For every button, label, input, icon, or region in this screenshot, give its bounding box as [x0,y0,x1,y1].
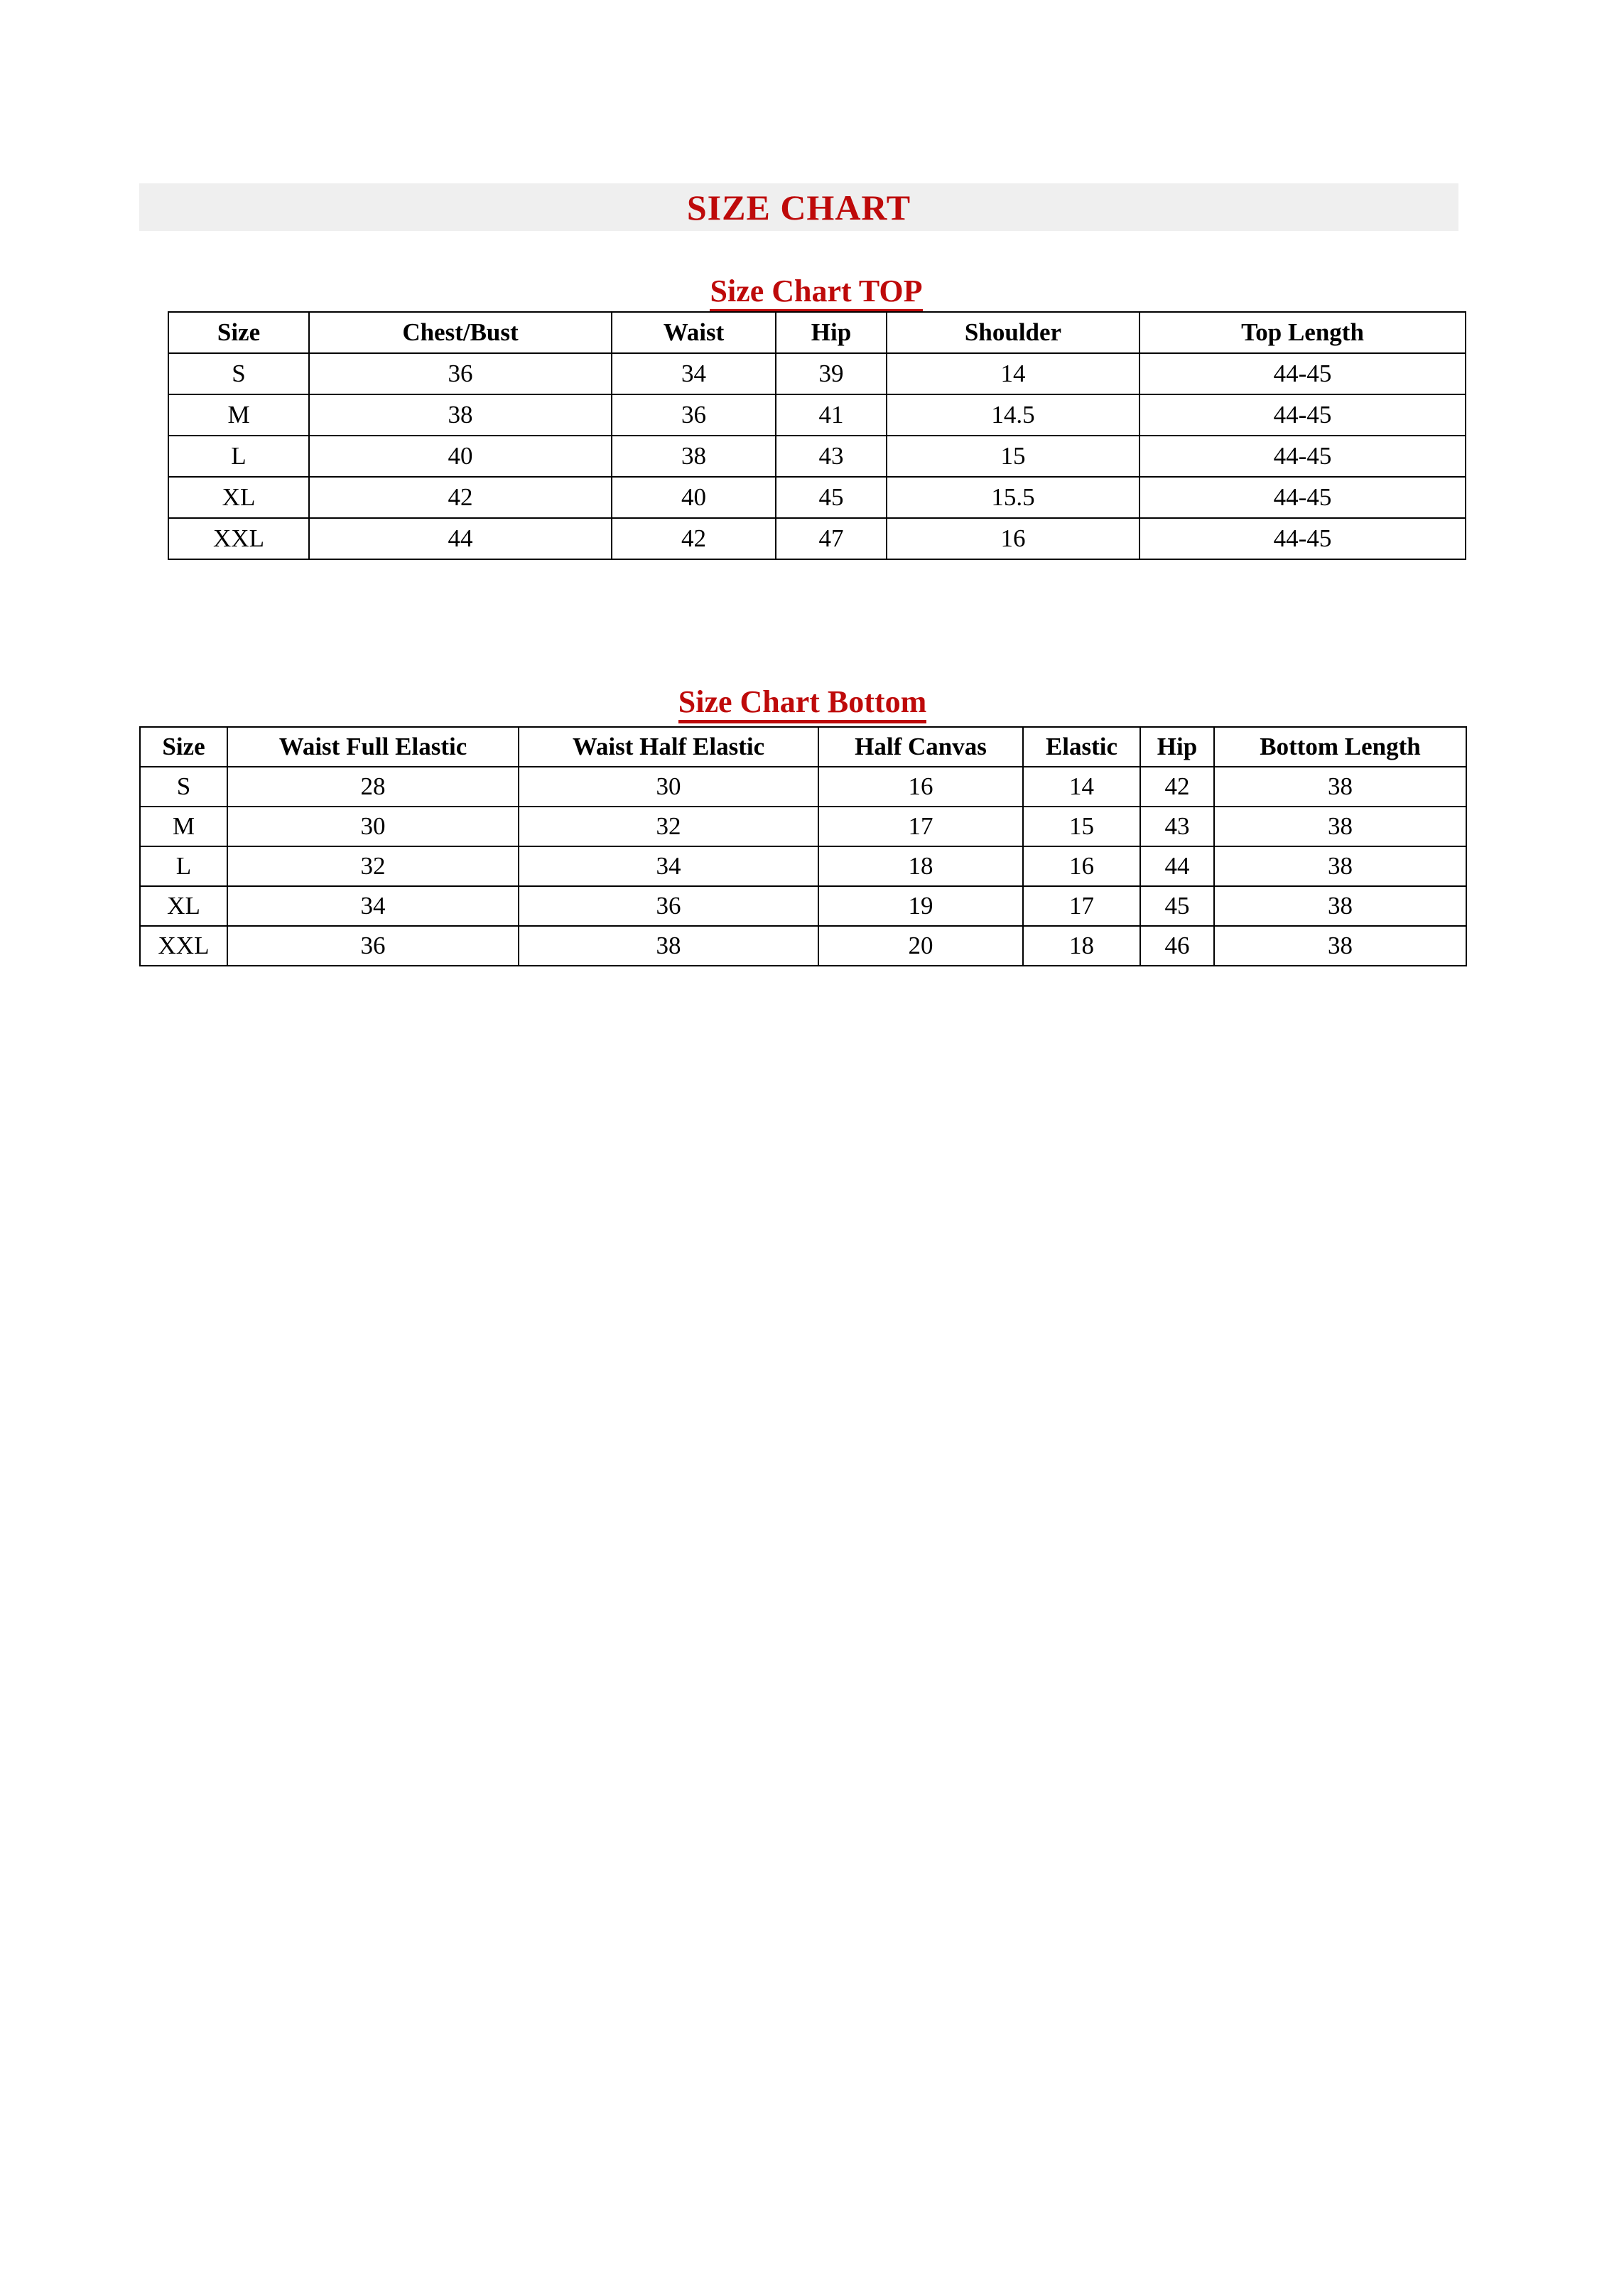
table-row-xxl [140,926,1466,966]
table-cell: 14.5 [887,394,1139,436]
table-cell: 43 [1140,807,1214,846]
table-cell: 36 [519,886,818,926]
size-chart-bottom-heading [139,686,1466,723]
table-cell: 42 [309,477,612,518]
table-cell: 17 [1023,886,1140,926]
table-cell: 18 [1023,926,1140,966]
column-header-hip: Hip [1140,727,1214,767]
table-cell: 38 [1214,886,1466,926]
table-row-l [168,436,1466,477]
table-cell: 38 [519,926,818,966]
size-cell: L [168,436,309,477]
table-cell: 19 [818,886,1023,926]
table-cell: 16 [818,767,1023,807]
table-cell: 15 [887,436,1139,477]
table-cell: 34 [612,353,776,394]
column-header-elastic: Elastic [1023,727,1140,767]
table-cell: 38 [1214,846,1466,886]
table-cell: 45 [776,477,887,518]
table-row-xl [168,477,1466,518]
table-cell: 20 [818,926,1023,966]
table-cell: 38 [1214,807,1466,846]
column-header-shoulder: Shoulder [887,312,1139,353]
table-cell: 44-45 [1139,394,1466,436]
table-cell: 44-45 [1139,353,1466,394]
table-row-s [140,767,1466,807]
table-cell: 42 [612,518,776,559]
table-cell: 30 [519,767,818,807]
size-chart-bottom-heading-text: Size Chart Bottom [678,686,927,723]
size-cell: L [140,846,227,886]
table-row-s [168,353,1466,394]
table-cell: 30 [227,807,519,846]
size-chart-top-heading [168,276,1465,313]
column-header-waist-full-elastic: Waist Full Elastic [227,727,519,767]
table-cell: 44-45 [1139,436,1466,477]
table-cell: 15 [1023,807,1140,846]
table-cell: 17 [818,807,1023,846]
table-cell: 44 [309,518,612,559]
size-cell: S [168,353,309,394]
size-cell: M [168,394,309,436]
column-header-chest-bust: Chest/Bust [309,312,612,353]
table-cell: 32 [227,846,519,886]
table-row-xl [140,886,1466,926]
column-header-waist: Waist [612,312,776,353]
table-cell: 36 [612,394,776,436]
table-cell: 38 [309,394,612,436]
table-cell: 34 [519,846,818,886]
table-cell: 42 [1140,767,1214,807]
column-header-hip: Hip [776,312,887,353]
table-cell: 38 [612,436,776,477]
table-cell: 14 [1023,767,1140,807]
table-cell: 44 [1140,846,1214,886]
table-cell: 16 [1023,846,1140,886]
table-row-m [140,807,1466,846]
table-cell: 41 [776,394,887,436]
table-cell: 40 [309,436,612,477]
table-cell: 40 [612,477,776,518]
table-header-row [140,727,1466,767]
table-cell: 39 [776,353,887,394]
column-header-half-canvas: Half Canvas [818,727,1023,767]
table-cell: 15.5 [887,477,1139,518]
table-cell: 38 [1214,926,1466,966]
table-row-l [140,846,1466,886]
column-header-top-length: Top Length [1139,312,1466,353]
table-cell: 34 [227,886,519,926]
size-cell: XL [168,477,309,518]
table-cell: 14 [887,353,1139,394]
size-cell: S [140,767,227,807]
table-cell: 38 [1214,767,1466,807]
table-header-row [168,312,1466,353]
table-cell: 32 [519,807,818,846]
column-header-waist-half-elastic: Waist Half Elastic [519,727,818,767]
size-cell: XXL [168,518,309,559]
size-cell: XXL [140,926,227,966]
table-cell: 46 [1140,926,1214,966]
table-cell: 36 [309,353,612,394]
size-cell: XL [140,886,227,926]
size-cell: M [140,807,227,846]
table-cell: 18 [818,846,1023,886]
size-chart-title-bar [139,183,1458,231]
table-cell: 16 [887,518,1139,559]
table-cell: 28 [227,767,519,807]
page-title: SIZE CHART [686,187,911,227]
table-row-xxl [168,518,1466,559]
column-header-size: Size [168,312,309,353]
size-chart-bottom-table [139,726,1467,966]
table-cell: 45 [1140,886,1214,926]
column-header-bottom-length: Bottom Length [1214,727,1466,767]
table-cell: 44-45 [1139,518,1466,559]
table-cell: 47 [776,518,887,559]
table-row-m [168,394,1466,436]
column-header-size: Size [140,727,227,767]
table-cell: 36 [227,926,519,966]
size-chart-top-table [168,311,1466,560]
size-chart-top-heading-text: Size Chart TOP [710,276,922,313]
table-cell: 44-45 [1139,477,1466,518]
table-cell: 43 [776,436,887,477]
